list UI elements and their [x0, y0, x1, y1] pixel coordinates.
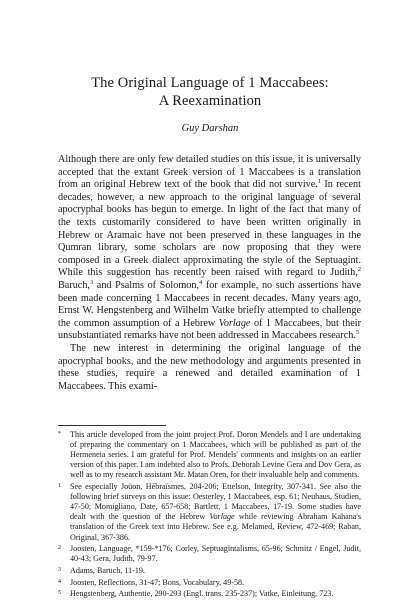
footnote-1-part-a: See especially Joüon, Hébraïsmes, 204-206; Ettelson, Integrity, 307-341. See also the following brief surveys on this issue: Oesterley, 1 Maccabees, esp. 61; Neuhaus, Studien, 47-50; Momigliano, Date, 657-658; Bartlett, 1 Maccabees, 17-19. Some studies have dealt with the question of the Hebrew	[70, 482, 361, 522]
footnote-2-text: Joosten, Language, *159-*176; Corley, Septuagintalisms, 65-96; Schmitz / Engel, Judit, 40-43; Gera, Judith, 79-97.	[70, 544, 361, 564]
footnote-3-text: Adams, Baruch, 11-19.	[70, 566, 146, 575]
paragraph-1-part-e: for example, no such assertions have been made concerning 1 Maccabees in recent decades. Many years ago, Ernst W. Hengstenberg and Wilhelm Vatke briefly attempted to challenge the common assumption of a Hebrew	[58, 279, 361, 329]
note-ref-3: 3	[89, 278, 94, 286]
footnote-3-mark: 3	[58, 567, 61, 573]
author-name: Guy Darshan	[181, 123, 239, 134]
footnote-star-text: This article developed from the joint project Prof. Doron Mendels and I are undertaking of preparing the commentary on 1 Maccabees, which will be published as part of the Hermeneia series. I am grateful for Prof. Mendels' comments and insights on an earlier version of this paper. I am indebted also to Profs. Deborah Levine Gera and Dov Gera, as well as to my research assistant Mr. Matan Oren, for their invaluable help and comments.	[70, 430, 361, 480]
paragraph-1-part-f: of 1 Maccabees, but their unsubstantiated remarks have not been addressed in Maccabees research.	[58, 317, 361, 342]
note-ref-5: 5	[355, 329, 360, 337]
vorlage-term: Vorlage	[218, 317, 251, 329]
footnote-1-text	[70, 482, 361, 543]
footnote-5	[58, 589, 361, 599]
title-line-2: A Reexamination	[158, 93, 262, 109]
paragraph-1-part-b: In recent decades, however, a new approach to the original language of several apocryphal books has begun to emerge. In light of the fact that many of the texts customarily considered to have been written originally in Hebrew or Aramaic have not been preserved in these languages in the Qumran library, some scholars are now proposing that they were composed in a Greek dialect approximating the style of the Septuagint. While this suggestion has recently been raised with regard to Judith,	[58, 179, 361, 279]
paragraph-1-part-d: and Psalms of Solomon,	[93, 279, 199, 291]
note-ref-2: 2	[357, 266, 361, 274]
footnote-4-text: Joosten, Reflections, 31-47; Bons, Vocabulary, 49-58.	[70, 577, 245, 587]
paragraph-1-part-a: Although there are only few detailed studies on this issue, it is universally accepted that the extant Greek version of 1 Maccabees is a translation from an original Hebrew text of the book that did not survive.	[58, 154, 361, 191]
footnote-1-mark: 1	[58, 483, 61, 490]
footnote-star	[58, 430, 361, 480]
footnote-4	[58, 578, 361, 588]
paragraph-1-part-c: Baruch,	[58, 279, 90, 291]
footnotes	[58, 430, 361, 601]
footnote-3	[58, 566, 361, 576]
paragraph-2: The new interest in determining the original language of the apocryphal books, and the new methodology and arguments presented in these studies, require a renewed and detailed examination of 1 Maccabees. This exami-	[58, 342, 361, 392]
footnote-5-text: Hengstenberg, Authentie, 290-293 (Engl. trans. 235-237); Vatke, Einleitung, 723.	[70, 589, 334, 599]
footnote-5-mark: 5	[58, 590, 61, 597]
footnote-1	[58, 482, 361, 543]
footnote-4-mark: 4	[58, 578, 61, 585]
footnote-1-vorlage: Vorlage	[209, 512, 235, 522]
note-ref-4: 4	[199, 278, 203, 286]
footnote-divider	[58, 425, 166, 426]
note-ref-1: 1	[317, 178, 322, 186]
body-text	[58, 154, 361, 393]
paragraph-1	[58, 154, 361, 343]
footnote-star-mark: *	[58, 431, 61, 437]
footnote-2	[58, 544, 361, 564]
footnote-1-part-b: while reviewing Abraham Kahana's translation of the Greek text into Hebrew. See e.g. Melamed, Review, 472-469; Raban, Original, 367-386.	[70, 512, 361, 542]
title-line-1: The Original Language of 1 Maccabees:	[91, 75, 329, 91]
footnote-2-mark: 2	[58, 545, 61, 552]
